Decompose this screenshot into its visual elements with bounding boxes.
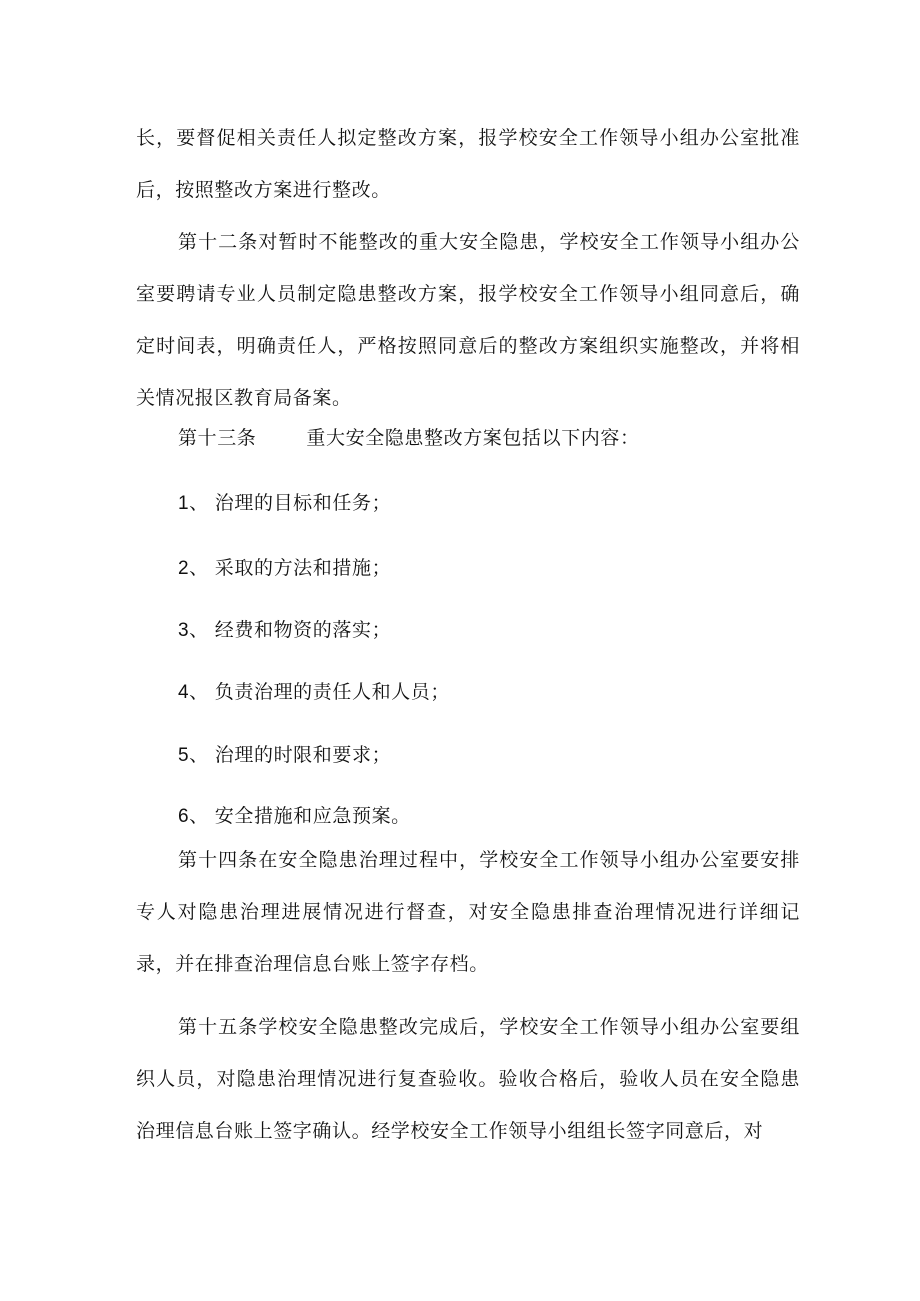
list-item-number: 5、 xyxy=(178,745,209,766)
list-item-number: 2、 xyxy=(178,558,209,579)
list-item-text: 采取的方法和措施； xyxy=(214,557,392,579)
list-item xyxy=(178,488,391,519)
list-item xyxy=(178,801,411,832)
list-item xyxy=(178,677,450,708)
list-item xyxy=(178,553,391,584)
list-item-number: 1、 xyxy=(178,493,209,514)
list-item-text: 治理的目标和任务； xyxy=(214,492,392,514)
list-item-number: 4、 xyxy=(178,682,209,703)
list-item-number: 6、 xyxy=(178,806,209,827)
list-item xyxy=(178,615,391,646)
list-item-text: 负责治理的责任人和人员； xyxy=(214,681,450,703)
list-item xyxy=(178,740,391,771)
list-item-text: 治理的时限和要求； xyxy=(214,744,392,766)
article-13-text: 重大安全隐患整改方案包括以下内容： xyxy=(306,427,640,449)
paragraph-article-15: 第十五条学校安全隐患整改完成后，学校安全工作领导小组办公室要组织人员，对隐患治理情况进行复查验收。验收合格后，验收人员在安全隐患治理信息台账上签字确认。经学校安全工作领导小组组长签字同意后，对 xyxy=(136,1016,800,1142)
paragraph-article-14: 第十四条在安全隐患治理过程中，学校安全工作领导小组办公室要安排专人对隐患治理进展情况进行督查，对安全隐患排查治理情况进行详细记录，并在排查治理信息台账上签字存档。 xyxy=(136,849,800,975)
list-item-text: 安全措施和应急预案。 xyxy=(214,805,411,827)
paragraph-continuation: 长，要督促相关责任人拟定整改方案，报学校安全工作领导小组办公室批准后，按照整改方案进行整改。 xyxy=(136,127,800,201)
article-13-label: 第十三条 xyxy=(178,427,257,449)
list-item-text: 经费和物资的落实； xyxy=(214,619,392,641)
paragraph-article-12: 第十二条对暂时不能整改的重大安全隐患，学校安全工作领导小组办公室要聘请专业人员制定隐患整改方案，报学校安全工作领导小组同意后，确定时间表，明确责任人，严格按照同意后的整改方案组织实施整改，并将相关情况报区教育局备案。 xyxy=(136,231,800,409)
article-13-heading xyxy=(178,423,640,453)
list-item-number: 3、 xyxy=(178,620,209,641)
